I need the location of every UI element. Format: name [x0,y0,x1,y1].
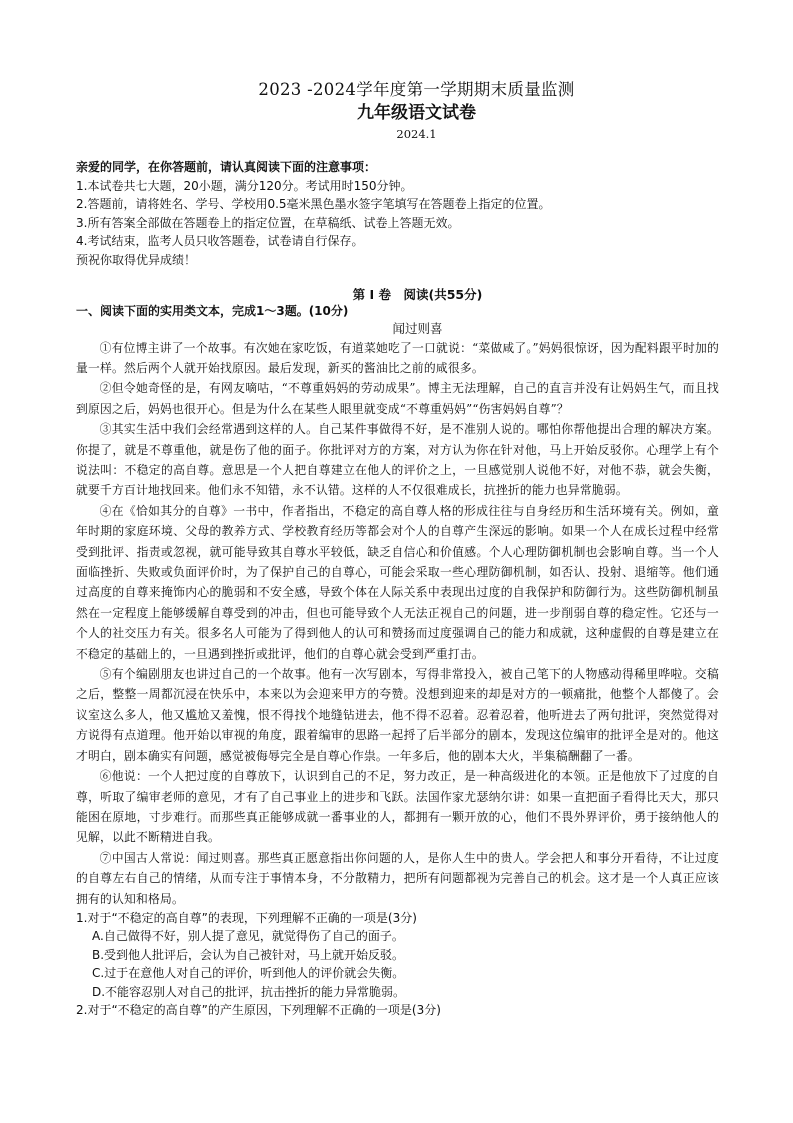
exam-date: 2024.1 [396,127,437,141]
question-option: B.受到他人批评后，会认为自己被针对，马上就开始反驳。 [92,947,405,962]
notice-item: 3.所有答案全部做在答题卷上的指定位置，在草稿纸、试卷上答题无效。 [76,215,460,230]
article-paragraph: ①有位博主讲了一个故事。有次她在家吃饭，有道菜她吃了一口就说：“菜做咸了。”妈妈很惊讶，因为配料跟平时加的量一样。然后两个人就开始找原因。最后发现，新买的酱油比之前的咸很多。 [76,340,719,375]
exam-title: 2023 -2024学年度第一学期期末质量监测 [258,80,575,99]
exam-subtitle: 九年级语文试卷 [357,103,476,123]
question-option: A.自己做得不好，别人提了意见，就觉得伤了自己的面子。 [92,929,404,944]
article-paragraph: ③其实生活中我们会经常遇到这样的人。自己某件事做得不好，是不准别人说的。哪怕你帮他提出合理的解决方案。你提了，就是不尊重他，就是伤了他的面子。你批评对方的方案，对方认为你在针对他，马上开始反驳你。心理学上有个说法叫：不稳定的高自尊。意思是一个人把自尊建立在他人的评价之上，一旦感觉别人说他不好，对他不恭，就会失衡，就要千方百计地找回来。他们永不知错，永不认错。这样的人不仅很难成长，抗挫折的能力也异常脆弱。 [76,422,719,498]
question-2 [76,1001,719,1019]
notice-item: 4.考试结束，监考人员只收答题卷，试卷请自行保存。 [76,234,364,249]
question-stem: 1.对于“不稳定的高自尊”的表现，下列理解不正确的一项是(3分) [76,910,417,925]
notice-closing: 预祝你取得优异成绩！ [76,252,197,267]
notice-item: 2.答题前，请将姓名、学号、学校用0.5毫米黑色墨水签字笔填写在答题卷上指定的位置。 [76,197,551,212]
article-paragraph: ⑤有个编剧朋友也讲过自己的一个故事。他有一次写剧本，写得非常投入，被自己笔下的人物感动得稀里哗啦。交稿之后，整整一周都沉浸在快乐中，本来以为会迎来甲方的夸赞。没想到迎来的却是对方的一顿痛批，他整个人都傻了。会议室这么多人，他又尴尬又羞愧，恨不得找个地缝钻进去，他不得不忍着。忍着忍着，他听进去了两句批评，突然觉得对方说得有点道理。他开始以审视的角度，跟着编审的思路一起捋了后半部分的剧本，发现这位编审的批评全是对的。他这才明白，剧本确实有问题，感觉被侮辱完全是自尊心作祟。一年多后，他的剧本大火，半集稿酬翻了一番。 [76,667,719,763]
article-body [76,338,719,909]
question-1 [76,909,719,1001]
article-paragraph: ④在《恰如其分的自尊》一书中，作者指出，不稳定的高自尊人格的形成往往与自身经历和生活环境有关。例如，童年时期的家庭环境、父母的教养方式、学校教育经历等都会对个人的自尊产生深远的影响。如果一个人在成长过程中经常受到批评、指责或忽视，就可能导致其自尊水平较低，缺乏自信心和价值感。个人心理防御机制也会影响自尊。当一个人面临挫折、失败或负面评价时，为了保护自己的自尊心，可能会采取一些心理防御机制，如否认、投射、退缩等。他们通过高度的自尊来掩饰内心的脆弱和不安全感，导致个体在人际关系中表现出过度的自我保护和防御行为。这些防御机制虽然在一定程度上能够缓解自尊受到的冲击，但也可能导致个人无法正视自己的问题，进一步削弱自尊的稳定性。它还与一个人的社交压力有关。很多名人可能为了得到他人的认可和赞扬而过度强调自己的能力和成就，这种虚假的自尊是建立在不稳定的基础上的，一旦遇到挫折或批评，他们的自尊心就会受到严重打击。 [76,503,719,661]
article-title: 闻过则喜 [392,320,443,336]
article-paragraph: ②但令她奇怪的是，有网友嘀咕，“不尊重妈妈的劳动成果”。博主无法理解，自己的直言并没有让妈妈生气，而且找到原因之后，妈妈也很开心。但是为什么在某些人眼里就变成“不尊重妈妈”“伤害妈妈自尊”？ [76,381,719,416]
question-stem: 2.对于“不稳定的高自尊”的产生原因，下列理解不正确的一项是(3分) [76,1002,441,1017]
notice-heading: 亲爱的同学，在你答题前，请认真阅读下面的注意事项： [76,160,377,174]
article-paragraph: ⑦中国古人常说：闻过则喜。那些真正愿意指出你问题的人，是你人生中的贵人。学会把人和事分开看待，不让过度的自尊左右自己的情绪，从而专注于事情本身，不分散精力，把所有问题都视为完善自己的机会。这才是一个人真正应该拥有的认知和格局。 [76,850,719,906]
article-paragraph: ⑥他说：一个人把过度的自尊放下，认识到自己的不足，努力改正，是一种高级进化的本领。正是他放下了过度的自尊，听取了编审老师的意见，才有了自己事业上的进步和飞跃。法国作家尤瑟纳尔讲：如果一直把面子看得比天大，那只能困在原地，寸步难行。而那些真正能够成就一番事业的人，都拥有一颗开放的心，他们不畏外界评价，勇于接纳他人的见解，以此不断精进自我。 [76,769,719,845]
part-title: 第 I 卷 阅读(共55分) [352,286,483,302]
question-option: C.过于在意他人对自己的评价，听到他人的评价就会失衡。 [92,966,405,981]
section-heading: 一、阅读下面的实用类文本，完成1～3题。(10分) [76,303,349,318]
notice-block [76,158,719,270]
notice-item: 1.本试卷共七大题，20小题，满分120分。考试用时150分钟。 [76,178,413,193]
question-option: D.不能容忍别人对自己的批评，抗击挫折的能力异常脆弱。 [92,984,406,999]
exam-page [76,80,719,1019]
